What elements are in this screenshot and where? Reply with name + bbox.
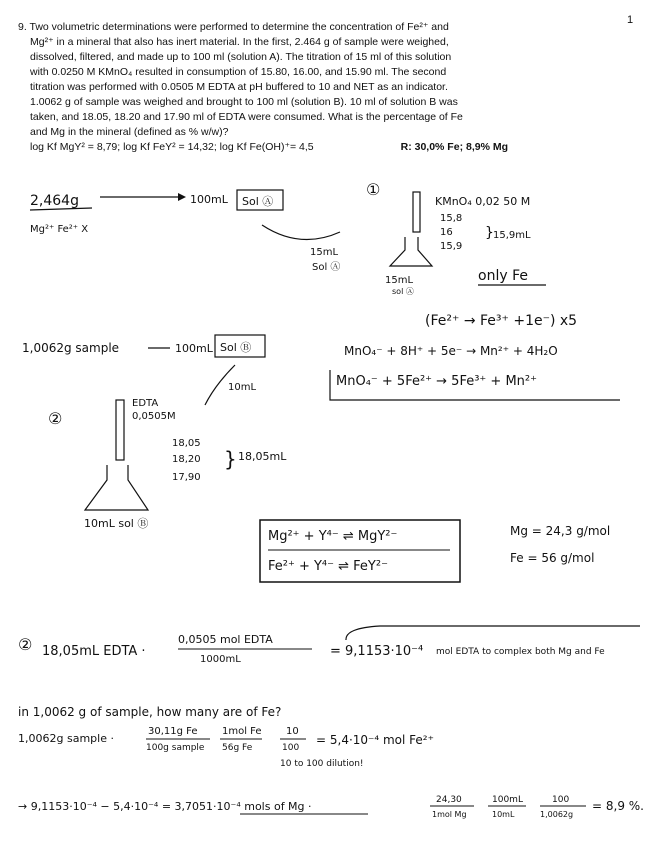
sol-a-label: Sol Ⓐ — [242, 195, 274, 208]
flask-a-volume: 15mL — [385, 275, 414, 286]
problem-line: dissolved, filtered, and made up to 100 ml (solution A). The titration of 15 ml of this solution — [30, 51, 452, 63]
step-1-marker: ① — [366, 180, 381, 199]
problem-line: taken, and 18.05, 18.20 and 17.90 ml of EDTA were consumed. What is the percentage of Fe — [30, 111, 463, 123]
calc2-d3: 100 — [282, 743, 300, 753]
arrow-head — [178, 193, 186, 201]
burette — [116, 400, 124, 460]
volume-reading: 15,9 — [440, 241, 463, 252]
constants-line: log Kf MgY² = 8,79; log Kf FeY² = 14,32; log Kf Fe(OH)⁺= 4,5 — [30, 141, 314, 153]
step-2-marker: ② — [48, 409, 63, 428]
calc3-d3: 1,0062g — [540, 810, 574, 819]
calc2-n1: 30,11g Fe — [148, 726, 198, 737]
calc2-lead: 1,0062g sample · — [18, 732, 114, 745]
problem-line: 1.0062 g of sample was weighed and brought to 100 ml (solution B). 10 ml of solution B was — [30, 96, 458, 108]
calc1-note: mol EDTA to complex both Mg and Fe — [436, 647, 605, 657]
brace: } — [224, 447, 237, 471]
fe-half-reaction: (Fe²⁺ → Fe³⁺ +1e⁻) x5 — [425, 313, 578, 329]
mg-complex-reaction: Mg²⁺ + Y⁴⁻ ⇌ MgY²⁻ — [268, 529, 398, 544]
calc1-result: = 9,1153·10⁻⁴ — [330, 644, 424, 659]
volume-reading: 15,8 — [440, 213, 463, 224]
sample-b-volume: 100mL — [175, 342, 213, 355]
brace: } — [485, 225, 494, 241]
molar-mass-fe: Fe = 56 g/mol — [510, 551, 595, 565]
calc-step-marker: ② — [18, 635, 33, 654]
problem-line: titration was performed with 0.0505 M EDTA at pH buffered to 10 and NET as an indicator. — [30, 81, 448, 93]
sol-b-label: Sol Ⓑ — [220, 341, 252, 354]
flask-a-sol: sol Ⓐ — [392, 287, 414, 296]
average-volume: 15,9mL — [493, 230, 531, 241]
sample-b-mass: 1,0062g sample — [22, 341, 120, 355]
fe-question: in 1,0062 g of sample, how many are of Fe? — [18, 705, 282, 719]
only-fe-note: only Fe — [478, 268, 528, 284]
problem-line: 9. Two volumetric determinations were performed to determine the concentration of Fe²⁺ and — [18, 21, 449, 33]
volume-reading: 18,05 — [172, 438, 201, 449]
molar-mass-mg: Mg = 24,3 g/mol — [510, 524, 611, 538]
overall-reaction: MnO₄⁻ + 5Fe²⁺ → 5Fe³⁺ + Mn²⁺ — [336, 374, 537, 389]
page-number: 1 — [627, 14, 634, 26]
calc2-d1: 100g sample — [146, 743, 205, 753]
edta-molarity: 0,0505M — [132, 411, 176, 422]
calc3-d2: 10mL — [492, 810, 515, 819]
transfer-arrow — [262, 225, 340, 240]
flask-b-label: 10mL sol Ⓑ — [84, 517, 149, 530]
sample-a-ions: Mg²⁺ Fe²⁺ X — [30, 224, 89, 235]
problem-line: Mg²⁺ in a mineral that also has inert material. In the first, 2.464 g of sample were weighed, — [30, 36, 449, 48]
calc2-n2: 1mol Fe — [222, 726, 262, 737]
calc3-d1: 1mol Mg — [432, 810, 467, 819]
aliquot-a-sol: Sol Ⓐ — [312, 262, 341, 273]
volume-reading: 18,20 — [172, 454, 201, 465]
calc1-numerator: 0,0505 mol EDTA — [178, 633, 273, 646]
sample-a-volume: 100mL — [190, 193, 228, 206]
sample-a-mass: 2,464g — [30, 193, 79, 209]
burette — [413, 192, 420, 232]
problem-line: and Mg in the mineral (defined as % w/w)? — [30, 126, 229, 138]
aliquot-a: 15mL — [310, 247, 339, 258]
dilution-note: 10 to 100 dilution! — [280, 759, 364, 769]
calc2-result: = 5,4·10⁻⁴ mol Fe²⁺ — [316, 733, 434, 747]
calc3-n1: 24,30 — [436, 795, 462, 805]
mn-half-reaction: MnO₄⁻ + 8H⁺ + 5e⁻ → Mn²⁺ + 4H₂O — [344, 344, 558, 358]
average-volume: 18,05mL — [238, 450, 287, 463]
calc3-lead: → 9,1153·10⁻⁴ − 5,4·10⁻⁴ = 3,7051·10⁻⁴ mols of Mg · — [18, 800, 312, 813]
problem-line: with 0.0250 M KMnO₄ resulted in consumption of 15.80, 16.00, and 15.90 ml. The second — [30, 66, 447, 78]
calc1-lead: 18,05mL EDTA · — [42, 644, 146, 659]
volume-reading: 16 — [440, 227, 453, 238]
edta-label: EDTA — [132, 398, 159, 409]
calc3-n2: 100mL — [492, 795, 523, 805]
aliquot-b: 10mL — [228, 382, 257, 393]
flask — [390, 237, 432, 266]
calc3-n3: 100 — [552, 795, 570, 805]
volume-reading: 17,90 — [172, 472, 201, 483]
calc2-n3: 10 — [286, 726, 299, 737]
answer-line: R: 30,0% Fe; 8,9% Mg — [400, 141, 508, 153]
fe-complex-reaction: Fe²⁺ + Y⁴⁻ ⇌ FeY²⁻ — [268, 559, 388, 574]
calc3-result: = 8,9 %. — [592, 799, 644, 813]
calc1-denominator: 1000mL — [200, 654, 241, 665]
calc2-d2: 56g Fe — [222, 743, 253, 753]
flask — [85, 465, 148, 510]
result-bracket — [346, 626, 640, 640]
kmno4-label: KMnO₄ 0,02 50 M — [435, 195, 531, 208]
